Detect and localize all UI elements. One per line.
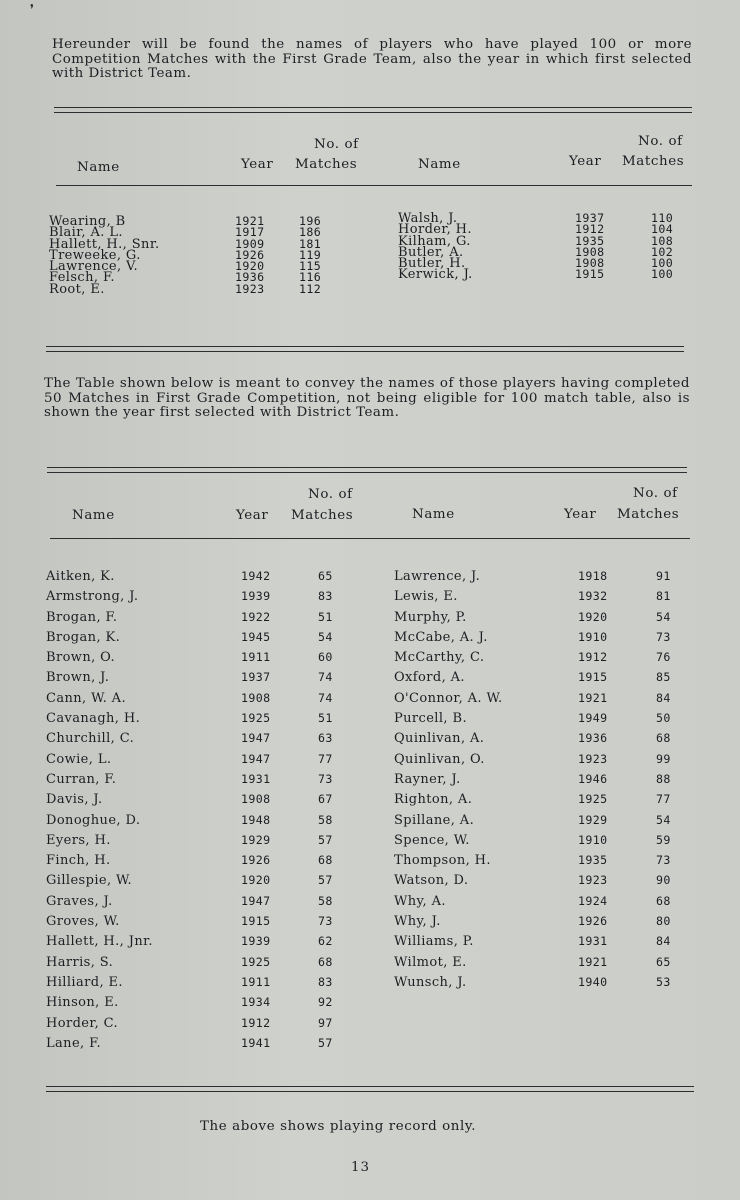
player-name: Why, J. xyxy=(394,914,441,930)
t1-header-no-of-right: No. of xyxy=(638,134,683,149)
year-selected: 1931 xyxy=(578,934,608,949)
matches-count: 76 xyxy=(656,650,671,665)
t2-header-no-of-right: No. of xyxy=(633,486,678,501)
table-row: Felsch, F. 1936 116 xyxy=(49,270,322,286)
year-selected: 1929 xyxy=(241,832,271,847)
year-selected: 1921 xyxy=(578,954,608,969)
player-name: Armstrong, J. xyxy=(46,589,139,605)
table-row: Butler, H. 1908 100 xyxy=(398,256,674,272)
player-name: Thompson, H. xyxy=(394,853,491,869)
year-selected: 1947 xyxy=(241,751,271,766)
rule-t2-b xyxy=(47,472,687,473)
matches-count: 73 xyxy=(318,914,333,929)
player-name: Watson, D. xyxy=(394,873,469,889)
table-row xyxy=(394,731,689,751)
table-row xyxy=(46,650,346,670)
t1-header-name-right: Name xyxy=(418,157,461,172)
table-row xyxy=(394,853,689,873)
player-name: Gillespie, W. xyxy=(46,873,133,889)
player-name: Quinlivan, A. xyxy=(394,731,485,747)
matches-count: 60 xyxy=(318,650,333,665)
player-name: Horder, C. xyxy=(46,1015,119,1031)
player-name: Hinson, E. xyxy=(46,995,119,1011)
table-row xyxy=(46,1036,346,1056)
matches-count: 54 xyxy=(656,609,671,624)
year-selected: 1915 xyxy=(241,914,271,929)
player-name: Churchill, C. xyxy=(46,731,135,747)
player-name: Donoghue, D. xyxy=(46,812,141,828)
matches-count: 91 xyxy=(656,569,671,583)
year-selected: 1921 xyxy=(578,690,608,705)
matches-count: 74 xyxy=(318,690,333,705)
t2-right-list xyxy=(394,569,689,995)
year-selected: 1910 xyxy=(578,832,608,847)
table-row xyxy=(394,914,689,934)
matches-count: 83 xyxy=(318,974,333,989)
matches-count: 90 xyxy=(656,873,671,888)
table-row: Kerwick, J. 1915 100 xyxy=(398,267,674,283)
table-row xyxy=(394,752,689,772)
player-name: O'Connor, A. W. xyxy=(394,690,503,706)
matches-count: 73 xyxy=(318,771,333,786)
player-name: Lewis, E. xyxy=(394,589,458,605)
table-row xyxy=(46,1016,346,1036)
table-row xyxy=(46,772,346,792)
t1-header-no-of-left: No. of xyxy=(314,137,359,152)
year-selected: 1949 xyxy=(578,711,608,726)
table-row xyxy=(46,995,346,1015)
t1-header-rule xyxy=(56,185,692,186)
player-name: Lawrence, J. xyxy=(394,569,481,584)
rule-bottom-a xyxy=(46,1086,694,1087)
matches-count: 74 xyxy=(318,670,333,685)
year-selected: 1941 xyxy=(241,1035,271,1050)
year-selected: 1931 xyxy=(241,771,271,786)
year-selected: 1908 xyxy=(241,792,271,807)
table-row xyxy=(46,589,346,609)
matches-count: 62 xyxy=(318,934,333,949)
table-row xyxy=(394,691,689,711)
matches-count: 57 xyxy=(318,873,333,888)
table-row xyxy=(394,711,689,731)
player-name: Wunsch, J. xyxy=(394,974,467,990)
table-row xyxy=(46,975,346,995)
year-selected: 1911 xyxy=(241,650,271,665)
rule-top-1a xyxy=(54,107,692,108)
table-row: Wearing, B 1921 196 xyxy=(49,214,322,229)
matches-count: 85 xyxy=(656,670,671,685)
year-selected: 1937 xyxy=(241,670,271,685)
player-name: Purcell, B. xyxy=(394,711,467,727)
table-row: Hallett, H., Snr. 1909 181 xyxy=(49,236,322,252)
matches-count: 88 xyxy=(656,771,671,786)
second-paragraph: The Table shown below is meant to convey the names of those players having completed 50 Matches in First Grade Competition, not being eligible for 100 match table, also is shown the year first selected with District Team. xyxy=(44,376,690,420)
player-name: Lane, F. xyxy=(46,1035,102,1051)
matches-count: 73 xyxy=(656,853,671,868)
t2-header-no-of-left: No. of xyxy=(308,487,353,502)
t1-header-year-left: Year xyxy=(241,157,274,172)
table-row xyxy=(46,833,346,853)
matches-count: 84 xyxy=(656,934,671,949)
table-row xyxy=(394,813,689,833)
table-row xyxy=(394,589,689,609)
table-row xyxy=(46,630,346,650)
player-name: Curran, F. xyxy=(46,771,117,787)
matches-count: 58 xyxy=(318,812,333,827)
table-row xyxy=(394,772,689,792)
player-name: Rayner, J. xyxy=(394,771,461,787)
table-row xyxy=(394,569,689,589)
t1-header-name-left: Name xyxy=(77,160,120,175)
t2-left-list xyxy=(46,569,346,1056)
table-row xyxy=(46,914,346,934)
table-row xyxy=(394,833,689,853)
matches-count: 97 xyxy=(318,1015,333,1030)
table-row xyxy=(46,792,346,812)
table-row xyxy=(46,610,346,630)
matches-count: 59 xyxy=(656,832,671,847)
player-name: Harris, S. xyxy=(46,954,114,970)
player-name: Quinlivan, O. xyxy=(394,751,485,767)
matches-count: 68 xyxy=(656,731,671,746)
player-name: McCabe, A. J. xyxy=(394,629,488,645)
player-name: Oxford, A. xyxy=(394,670,465,686)
year-selected: 1939 xyxy=(241,934,271,949)
matches-count: 77 xyxy=(656,792,671,807)
year-selected: 1948 xyxy=(241,812,271,827)
rule-top-1b xyxy=(54,112,692,113)
matches-count: 65 xyxy=(656,954,671,969)
year-selected: 1936 xyxy=(578,731,608,746)
year-selected: 1915 xyxy=(578,670,608,685)
player-name: Finch, H. xyxy=(46,853,111,869)
player-name: Aitken, K. xyxy=(46,569,115,584)
rule-t2-a xyxy=(47,467,687,468)
player-name: Groves, W. xyxy=(46,914,120,930)
year-selected: 1929 xyxy=(578,812,608,827)
table-row xyxy=(394,630,689,650)
table-row xyxy=(394,955,689,975)
rule-mid-b xyxy=(46,351,684,352)
player-name: Why, A. xyxy=(394,893,446,909)
year-selected: 1922 xyxy=(241,609,271,624)
table-row xyxy=(46,691,346,711)
matches-count: 54 xyxy=(656,812,671,827)
t1-right-list xyxy=(398,211,688,283)
table-row xyxy=(46,934,346,954)
table-row: Horder, H. 1912 104 xyxy=(398,222,674,238)
year-selected: 1912 xyxy=(578,650,608,665)
player-name: Cavanagh, H. xyxy=(46,711,141,727)
player-name: Hallett, H., Jnr. xyxy=(46,934,153,950)
year-selected: 1935 xyxy=(578,853,608,868)
matches-count: 63 xyxy=(318,731,333,746)
table-row xyxy=(394,670,689,690)
table-row: Kilham, G. 1935 108 xyxy=(398,233,674,249)
rule-mid-a xyxy=(46,346,684,347)
footer-note: The above shows playing record only. xyxy=(200,1119,477,1134)
player-name: Graves, J. xyxy=(46,893,113,909)
player-name: Brogan, K. xyxy=(46,629,121,645)
year-selected: 1940 xyxy=(578,974,608,989)
table-row xyxy=(46,752,346,772)
table-row xyxy=(394,792,689,812)
table-row xyxy=(394,610,689,630)
year-selected: 1918 xyxy=(578,569,608,583)
table-row xyxy=(46,853,346,873)
year-selected: 1925 xyxy=(578,792,608,807)
matches-count: 53 xyxy=(656,974,671,989)
player-name: Williams, P. xyxy=(394,934,474,950)
matches-count: 83 xyxy=(318,589,333,604)
player-name: Brown, O. xyxy=(46,650,115,666)
year-selected: 1947 xyxy=(241,731,271,746)
t2-header-name-right: Name xyxy=(412,507,455,522)
year-selected: 1910 xyxy=(578,629,608,644)
table-row xyxy=(46,731,346,751)
player-name: Spence, W. xyxy=(394,832,470,848)
table-row: Lawrence, V. 1920 115 xyxy=(49,259,322,275)
page-number: 13 xyxy=(351,1160,371,1175)
matches-count: 99 xyxy=(656,751,671,766)
table-row xyxy=(394,934,689,954)
matches-count: 68 xyxy=(318,853,333,868)
player-name: Wilmot, E. xyxy=(394,954,467,970)
table-row xyxy=(46,813,346,833)
table-row xyxy=(46,894,346,914)
year-selected: 1920 xyxy=(241,873,271,888)
player-name: Cann, W. A. xyxy=(46,690,126,706)
matches-count: 77 xyxy=(318,751,333,766)
matches-count: 84 xyxy=(656,690,671,705)
t1-header-matches-right: Matches xyxy=(622,154,685,169)
t2-header-year-right: Year xyxy=(564,507,597,522)
player-name: Davis, J. xyxy=(46,792,103,808)
matches-count: 57 xyxy=(318,1035,333,1050)
player-name: Cowie, L. xyxy=(46,751,112,767)
year-selected: 1923 xyxy=(578,751,608,766)
table-row xyxy=(46,569,346,589)
year-selected: 1945 xyxy=(241,629,271,644)
year-selected: 1923 xyxy=(578,873,608,888)
matches-count: 51 xyxy=(318,711,333,726)
player-name: Brown, J. xyxy=(46,670,110,686)
year-selected: 1925 xyxy=(241,711,271,726)
t2-header-matches-left: Matches xyxy=(291,508,354,523)
matches-count: 81 xyxy=(656,589,671,604)
player-name: Spillane, A. xyxy=(394,812,475,828)
t2-header-year-left: Year xyxy=(236,508,269,523)
year-selected: 1912 xyxy=(241,1015,271,1030)
year-selected: 1942 xyxy=(241,569,271,583)
matches-count: 67 xyxy=(318,792,333,807)
year-selected: 1925 xyxy=(241,954,271,969)
table-row xyxy=(46,873,346,893)
matches-count: 51 xyxy=(318,609,333,624)
matches-count: 65 xyxy=(318,569,333,583)
year-selected: 1911 xyxy=(241,974,271,989)
year-selected: 1939 xyxy=(241,589,271,604)
table-row xyxy=(46,955,346,975)
t1-header-matches-left: Matches xyxy=(295,157,358,172)
player-name: Brogan, F. xyxy=(46,609,118,625)
table-row: Blair, A. L. 1917 186 xyxy=(49,225,322,241)
matches-count: 73 xyxy=(656,629,671,644)
table-row xyxy=(394,894,689,914)
table-row: Treweeke, G. 1926 119 xyxy=(49,247,322,263)
t1-left-list xyxy=(49,214,329,297)
intro-paragraph: Hereunder will be found the names of players who have played 100 or more Competition Matches with the First Grade Team, also the year in which first selected with District Team. xyxy=(52,37,692,81)
matches-count: 58 xyxy=(318,893,333,908)
t2-header-matches-right: Matches xyxy=(617,507,680,522)
matches-count: 50 xyxy=(656,711,671,726)
year-selected: 1908 xyxy=(241,690,271,705)
table-row xyxy=(394,873,689,893)
table-row xyxy=(46,670,346,690)
table-row xyxy=(394,975,689,995)
matches-count: 68 xyxy=(656,893,671,908)
matches-count: 68 xyxy=(318,954,333,969)
t1-header-year-right: Year xyxy=(569,154,602,169)
year-selected: 1934 xyxy=(241,995,271,1010)
t2-header-rule xyxy=(50,538,690,539)
matches-count: 92 xyxy=(318,995,333,1010)
rule-bottom-b xyxy=(46,1091,694,1092)
matches-count: 54 xyxy=(318,629,333,644)
player-name: Eyers, H. xyxy=(46,832,111,848)
matches-count: 80 xyxy=(656,914,671,929)
table-row: Butler, A. 1908 102 xyxy=(398,244,674,260)
player-name: McCarthy, C. xyxy=(394,650,485,666)
matches-count: 57 xyxy=(318,832,333,847)
table-row: Walsh, J. 1937 110 xyxy=(398,211,674,226)
year-selected: 1920 xyxy=(578,609,608,624)
year-selected: 1926 xyxy=(578,914,608,929)
year-selected: 1932 xyxy=(578,589,608,604)
year-selected: 1946 xyxy=(578,771,608,786)
corner-mark-icon: ❜ xyxy=(30,2,34,16)
year-selected: 1947 xyxy=(241,893,271,908)
table-row xyxy=(46,711,346,731)
player-name: Righton, A. xyxy=(394,792,473,808)
year-selected: 1924 xyxy=(578,893,608,908)
t2-header-name-left: Name xyxy=(72,508,115,523)
player-name: Murphy, P. xyxy=(394,609,467,625)
table-row xyxy=(394,650,689,670)
player-name: Hilliard, E. xyxy=(46,974,123,990)
year-selected: 1926 xyxy=(241,853,271,868)
table-row: Root, E. 1923 112 xyxy=(49,281,322,297)
